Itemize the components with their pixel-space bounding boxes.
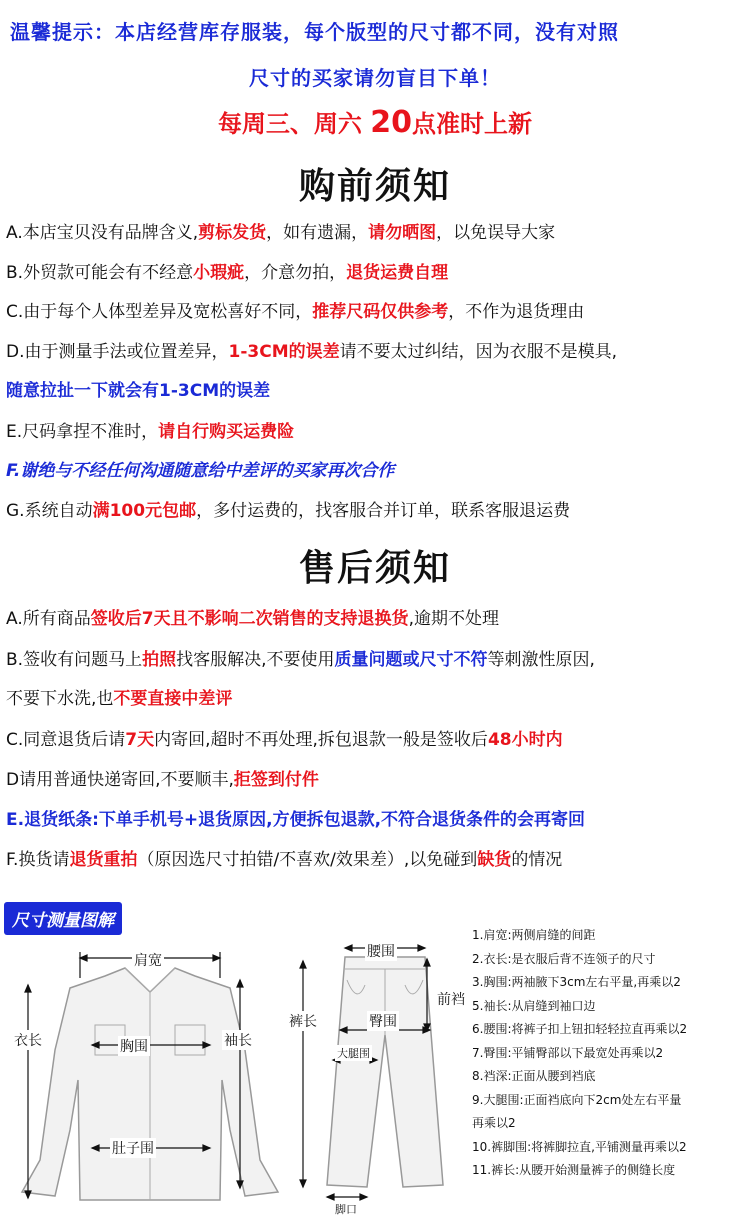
before-item-g: G.系统自动满100元包邮，多付运费的，找客服合并订单，联系客服退运费 [6,501,571,521]
pants-waist-label: 腰围 [365,941,397,961]
before-item-e: E.尺码拿捏不准时，请自行购买运费险 [6,422,295,442]
before-item-d-cont: 随意拉扯一下就会有1-3CM的误差 [6,381,271,401]
pants-illustration [285,935,470,1214]
note-item: 9.大腿围:正面裆底向下2cm处左右平量 [472,1092,682,1107]
pants-front-rise-label: 前裆 [435,989,467,1009]
note-item: 7.臀围:平铺臀部以下最宽处再乘以2 [472,1045,664,1060]
update-prefix: 每周三、周六 [217,110,371,138]
shirt-diagram [0,930,300,1214]
note-item: 5.袖长:从肩缝到袖口边 [472,998,596,1013]
note-item: 1.肩宽:两侧肩缝的间距 [472,928,596,942]
update-suffix: 点准时上新 [412,110,533,138]
after-sale-title: 售后须知 [298,548,451,589]
after-item-b-cont: 不要下水洗,也不要直接中差评 [6,689,233,709]
shirt-belly-label: 肚子围 [110,1138,156,1158]
shirt-sleeve-label: 袖长 [222,1030,254,1050]
update-time: 20 [370,105,413,140]
after-item-f: F.换货请退货重拍（原因选尺寸拍错/不喜欢/效果差）,以免碰到缺货的情况 [6,850,563,870]
before-item-c: C.由于每个人体型差异及宽松喜好不同，推荐尺码仅供参考，不作为退货理由 [6,302,585,322]
note-item: 2.衣长:是衣服后背不连领子的尺寸 [472,951,656,966]
after-item-a: A.所有商品签收后7天且不影响二次销售的支持退换货,逾期不处理 [6,609,499,629]
note-item: 8.裆深:正面从腰到裆底 [472,1069,596,1083]
notice-line-2: 尺寸的买家请勿盲目下单！ [249,66,501,90]
before-item-f: F.谢绝与不经任何沟通随意给中差评的买家再次合作 [6,461,395,481]
shirt-length-label: 衣长 [12,1030,44,1050]
before-item-a: A.本店宝贝没有品牌含义,剪标发货，如有遗漏，请勿晒图，以免误导大家 [6,223,556,243]
before-item-b: B.外贸款可能会有不经意小瑕疵，介意勿拍，退货运费自理 [6,263,449,283]
shirt-illustration [0,930,300,1214]
pants-thigh-label: 大腿围 [337,1047,370,1060]
note-item: 再乘以2 [472,1116,516,1130]
pants-length-label: 裤长 [287,1011,319,1031]
shirt-chest-label: 胸围 [118,1036,150,1056]
pants-hip-label: 臀围 [367,1011,399,1031]
after-item-c: C.同意退货后请7天内寄回,超时不再处理,拆包退款一般是签收后48小时内 [6,730,563,750]
before-item-d: D.由于测量手法或位置差异，1-3CM的误差请不要太过纠结，因为衣服不是模具, [6,342,618,362]
pants-hem-label: 脚口 [335,1203,357,1216]
update-schedule [0,104,750,140]
note-item: 10.裤脚围:将裤脚拉直,平铺测量再乘以2 [472,1139,687,1154]
after-item-e: E.退货纸条:下单手机号+退货原因,方便拆包退款,不符合退货条件的会再寄回 [6,810,586,830]
after-item-d: D请用普通快递寄回,不要顺丰,拒签到付件 [6,770,319,790]
note-item: 11.裤长:从腰开始测量裤子的侧缝长度 [472,1163,676,1177]
before-purchase-title: 购前须知 [298,166,451,207]
notice-line-1: 温馨提示：本店经营库存服装，每个版型的尺寸都不同，没有对照 [10,20,619,44]
note-item: 6.腰围:将裤子扣上钮扣轻轻拉直再乘以2 [472,1022,688,1036]
after-item-b: B.签收有问题马上拍照找客服解决,不要使用质量问题或尺寸不符等刺激性原因, [6,650,595,670]
measurement-notes [472,924,750,1183]
pants-diagram [285,935,470,1214]
note-item: 3.胸围:两袖腋下3cm左右平量,再乘以2 [472,975,681,989]
shirt-shoulder-label: 肩宽 [132,950,164,970]
size-guide-badge: 尺寸测量图解 [4,902,122,935]
